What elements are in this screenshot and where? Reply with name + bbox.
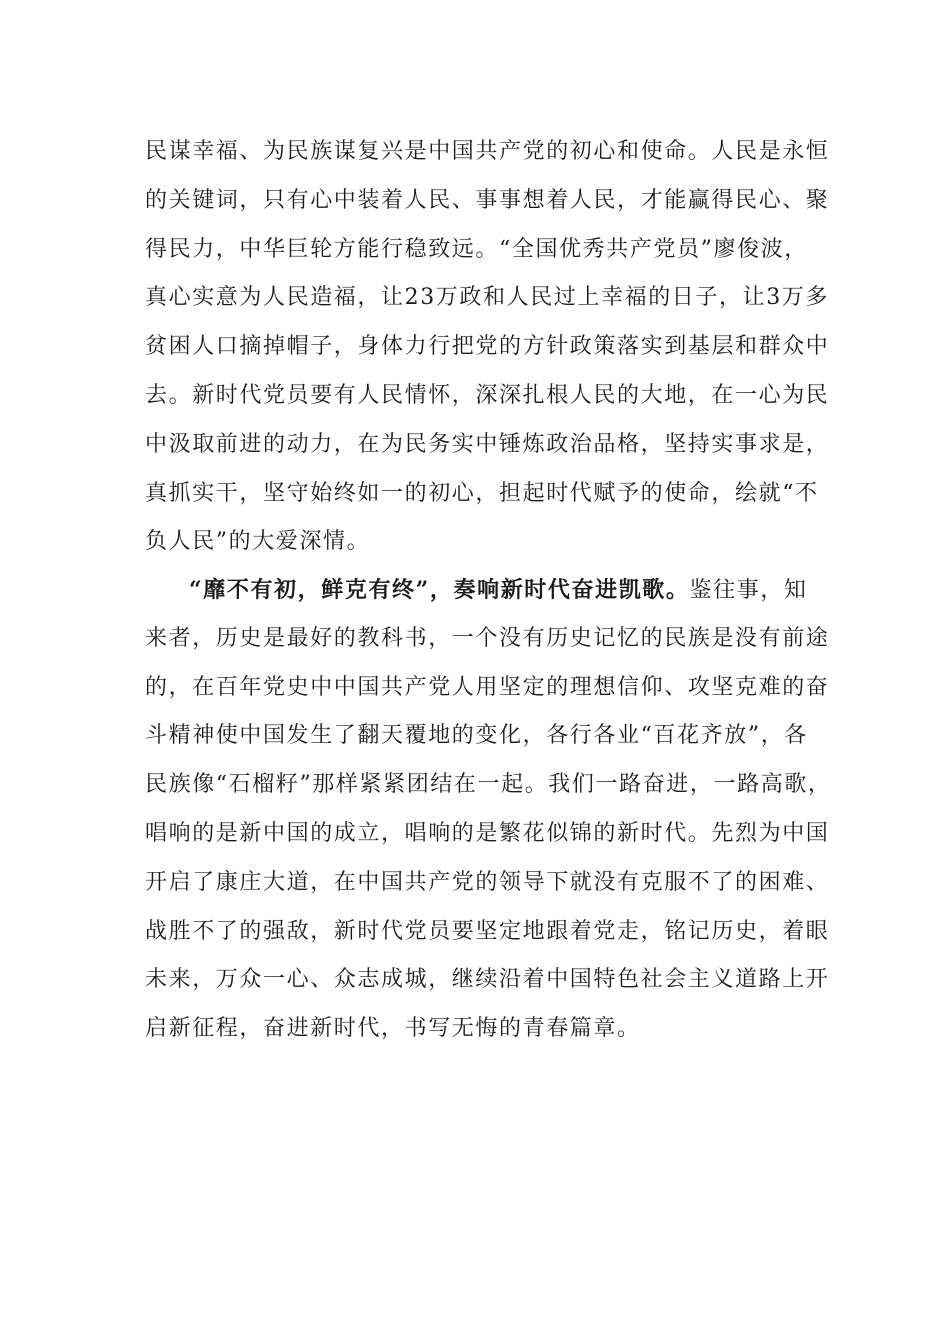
- paragraph-line: 未来，万众一心、众志成城，继续沿着中国特色社会主义道路上开: [145, 967, 830, 993]
- paragraph-line: 战胜不了的强敌，新时代党员要坚定地跟着党走，铭记历史，着眼: [145, 918, 830, 944]
- paragraph-line: 启新征程，奋进新时代，书写无悔的青春篇章。: [145, 1016, 641, 1042]
- paragraph-line: 民族像“石榴籽”那样紧紧团结在一起。我们一路奋进，一路高歌，: [145, 772, 832, 798]
- paragraph-people: [145, 128, 830, 567]
- paragraph-line: 负人民”的大爱深情。: [145, 529, 371, 555]
- paragraph-line: 真心实意为人民造福，让23万政和人民过上幸福的日子，让3万多: [145, 285, 829, 311]
- paragraph-line: 斗精神使中国发生了翻天覆地的变化，各行各业“百花齐放”，各: [145, 723, 808, 749]
- paragraph-history: [145, 566, 832, 1054]
- paragraph-line: 真抓实干，坚守始终如一的初心，担起时代赋予的使命，绘就“不: [145, 480, 819, 506]
- paragraph-line: 的关键词，只有心中装着人民、事事想着人民，才能赢得民心、聚: [145, 187, 830, 213]
- paragraph-line: 来者，历史是最好的教科书，一个没有历史记忆的民族是没有前途: [145, 625, 830, 651]
- paragraph-line: 贫困人口摘掉帽子，身体力行把党的方针政策落实到基层和群众中: [145, 334, 830, 360]
- paragraph-line: 唱响的是新中国的成立，唱响的是繁花似锦的新时代。先烈为中国: [145, 820, 830, 846]
- paragraph-first-line-rest: 鉴往事，知: [689, 578, 808, 603]
- paragraph-first-line: [145, 566, 808, 615]
- paragraph-heading: “靡不有初，鲜克有终”，奏响新时代奋进凯歌。: [189, 577, 690, 603]
- paragraph-line: 的，在百年党史中中国共产党人用坚定的理想信仰、攻坚克难的奋: [145, 674, 830, 700]
- paragraph-line: 去。新时代党员要有人民情怀，深深扎根人民的大地，在一心为民: [145, 382, 830, 408]
- paragraph-line: 开启了康庄大道，在中国共产党的领导下就没有克服不了的困难、: [145, 869, 830, 895]
- paragraph-line: 得民力，中华巨轮方能行稳致远。“全国优秀共产党员”廖俊波，: [145, 236, 808, 262]
- paragraph-line: 民谋幸福、为民族谋复兴是中国共产党的初心和使命。人民是永恒: [145, 139, 830, 164]
- paragraph-line: 中汲取前进的动力，在为民务实中锤炼政治品格，坚持实事求是，: [145, 431, 830, 457]
